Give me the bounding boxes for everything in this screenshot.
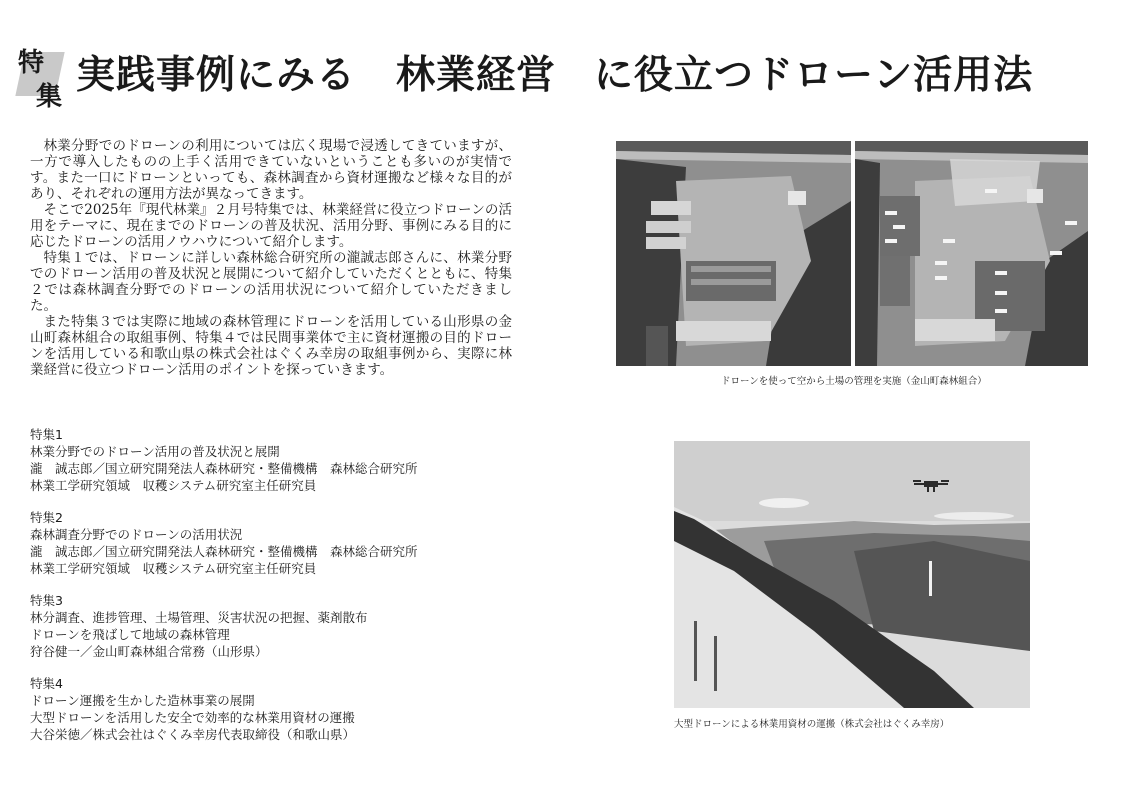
aerial-photo-raw <box>616 141 851 366</box>
feature-subtitle: 大型ドローンを活用した安全で効率的な林業用資材の運搬 <box>30 710 355 725</box>
feature-list <box>30 426 530 758</box>
feature-label: 特集2 <box>30 510 63 525</box>
feature-item <box>30 592 530 660</box>
feature-item <box>30 675 530 743</box>
feature-label: 特集3 <box>30 593 63 608</box>
feature-author: 大谷栄徳／株式会社はぐくみ幸房代表取締役（和歌山県） <box>30 727 356 742</box>
feature-affiliation: 林業工学研究領域 収穫システム研究室主任研究員 <box>30 478 317 493</box>
intro-paragraph: 特集１では、ドローンに詳しい森林総合研究所の瀧誠志郎さんに、林業分野でのドローン活用の普及状況と展開について紹介していただくとともに、特集２では森林調査分野でのドローンの活用状況について紹介していただきました。 <box>30 250 512 314</box>
feature-title: 森林調査分野でのドローンの活用状況 <box>30 527 243 542</box>
feature-title: ドローンを飛ばして地域の森林管理 <box>30 627 230 642</box>
feature-author: 狩谷健一／金山町森林組合常務（山形県） <box>30 644 268 659</box>
badge-char-bottom: 集 <box>36 82 63 112</box>
aerial-photo-raw-graphic <box>616 141 851 366</box>
feature-topics: 林分調査、進捗管理、土場管理、災害状況の把握、薬剤散布 <box>30 610 368 625</box>
mountain-photo-graphic <box>674 441 1030 708</box>
mountain-photo-caption: 大型ドローンによる林業用資材の運搬（株式会社はぐくみ幸房） <box>674 719 950 730</box>
badge-char-top: 特 <box>18 48 45 78</box>
feature-label: 特集4 <box>30 676 63 691</box>
title-part-2: に役立つドローン活用法 <box>594 52 1034 98</box>
aerial-photo-annotated <box>855 141 1088 366</box>
feature-item <box>30 509 530 577</box>
feature-item <box>30 426 530 494</box>
title-part-1: 実践事例にみる 林業経営 <box>76 52 557 98</box>
feature-author: 瀧 誠志郎／国立研究開発法人森林研究・整備機構 森林総合研究所 <box>30 461 418 476</box>
feature-badge <box>14 40 70 112</box>
feature-affiliation: 林業工学研究領域 収穫システム研究室主任研究員 <box>30 561 317 576</box>
feature-author: 瀧 誠志郎／国立研究開発法人森林研究・整備機構 森林総合研究所 <box>30 544 418 559</box>
intro-paragraph: 林業分野でのドローンの利用については広く現場で浸透してきていますが、一方で導入したものの上手く活用できていないということも多いのが実情です。また一口にドローンといっても、森林調査から資材運搬など様々な目的があり、それぞれの運用方法が異なってきます。 <box>30 138 512 202</box>
aerial-photo-caption: ドローンを使って空から土場の管理を実施（金山町森林組合） <box>721 376 987 387</box>
aerial-photo-annotated-graphic <box>855 141 1088 366</box>
feature-title: ドローン運搬を生かした造林事業の展開 <box>30 693 255 708</box>
intro-paragraph: そこで2025年『現代林業』２月号特集では、林業経営に役立つドローンの活用をテーマに、現在までのドローンの普及状況、活用分野、事例にみる目的に応じたドローンの活用ノウハウについて紹介します。 <box>30 202 512 250</box>
feature-label: 特集1 <box>30 427 63 442</box>
intro-paragraph: また特集３では実際に地域の森林管理にドローンを活用している山形県の金山町森林組合の取組事例、特集４では民間事業体で主に資材運搬の目的ドローンを活用している和歌山県の株式会社はぐくみ幸房の取組事例から、実際に林業経営に役立つドローン活用のポイントを探っていきます。 <box>30 314 512 378</box>
mountain-photo <box>674 441 1030 708</box>
intro-text <box>30 138 512 378</box>
feature-title: 林業分野でのドローン活用の普及状況と展開 <box>30 444 280 459</box>
